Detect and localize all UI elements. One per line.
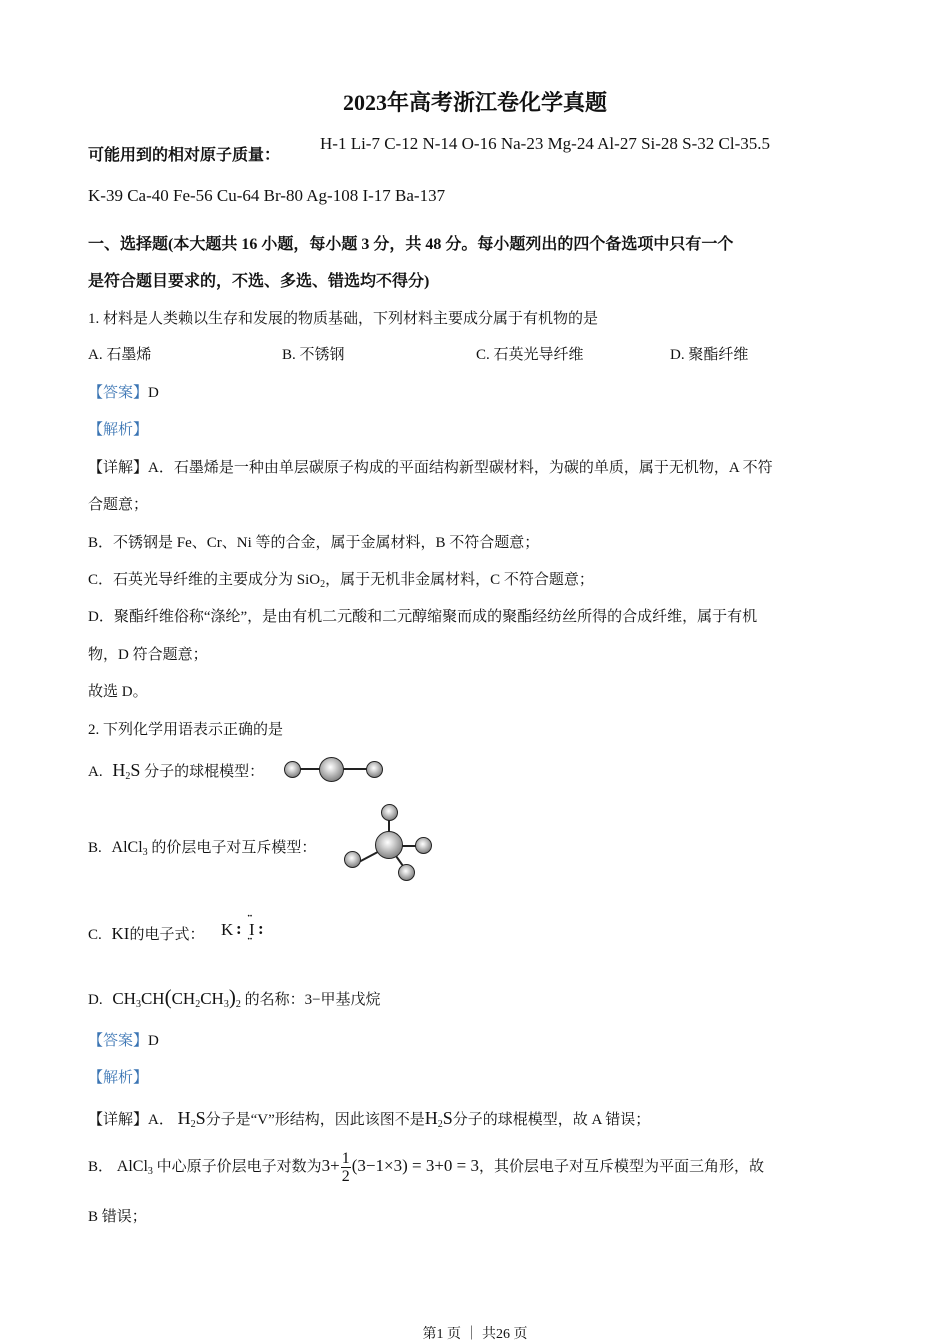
q1-option-a: A. 石墨烯 (88, 347, 152, 363)
answer-label: 【答案】 (88, 1033, 149, 1049)
q2-option-d (88, 985, 381, 1010)
answer-value: D (148, 385, 159, 401)
q1-detail-c (88, 568, 594, 590)
option-prefix: D. (88, 992, 103, 1008)
q1-detail-a-line1 (88, 456, 773, 477)
ki-formula: KI (111, 924, 130, 943)
q1-conclusion: 故选 D。 (88, 684, 148, 700)
detail-text: ，属于无机非金属材料，C 不符合题意； (325, 572, 594, 588)
q2-detail-a (88, 1108, 650, 1130)
atomic-mass-line2: K-39 Ca-40 Fe-56 Cu-64 Br-80 Ag-108 I-17 Ba-137 (88, 186, 446, 205)
h2s-formula: $H_2S$ (177, 1108, 206, 1130)
math-expr: (3−1×3) = 3+0 = 3 (351, 1155, 480, 1175)
q2-detail-b-line1 (88, 1150, 764, 1185)
section-heading-line1: 一、选择题(本大题共 16 小题，每小题 3 分，共 48 分。每小题列出的四个备选项中只有一个 (88, 236, 734, 253)
q2-option-c (88, 923, 204, 944)
fraction-one-half: $\frac{1}{2}$ (341, 1150, 350, 1185)
section-heading-line2: 是符合题目要求的，不选、多选、错选均不得分) (88, 273, 430, 290)
q1-option-c: C. 石英光导纤维 (476, 347, 584, 363)
q1-detail-a-line2: 合题意； (88, 497, 149, 513)
atomic-mass-label: 可能用到的相对原子质量： (88, 147, 281, 164)
q1-option-b: B. 不锈钢 (282, 347, 345, 363)
subscript: 2 (320, 579, 326, 590)
detail-prefix: B． (88, 1158, 114, 1175)
q1-option-d: D. 聚酯纤维 (670, 347, 749, 363)
q2-answer-row (88, 1029, 159, 1050)
option-text: 的名称：3−甲基戊烷 (244, 992, 381, 1008)
detail-text: 分子是“V”形结构，因此该图不是 (205, 1112, 425, 1128)
option-prefix: C. (88, 927, 102, 943)
page-footer: 第1 页 ｜ 共26 页 (422, 1327, 528, 1342)
document-title: 2023年高考浙江卷化学真题 (342, 90, 607, 115)
ch3ch-ch2ch3-2-formula: $CH_3CH(CH_2CH_3)_2$ (112, 985, 241, 1010)
detail-text: ，其价层电子对互斥模型为平面三角形，故 (479, 1158, 765, 1175)
q2-option-a (88, 760, 264, 782)
q1-detail-b: B．不锈钢是 Fe、Cr、Ni 等的合金，属于金属材料，B 不符合题意； (88, 535, 540, 551)
q2-option-b (88, 836, 316, 858)
option-text: 的电子式： (129, 927, 205, 943)
detail-text: 分子的球棍模型，故 A 错误； (452, 1112, 651, 1128)
detail-label: 【详解】 (88, 1112, 149, 1128)
detail-text: 中心原子价层电子对数为 (156, 1158, 322, 1175)
detail-label: 【详解】 (88, 460, 149, 476)
alcl3-formula: AlCl$_3$ (111, 839, 148, 858)
detail-text: A．石墨烯是一种由单层碳原子构成的平面结构新型碳材料，为碳的单质，属于无机物，A 不符 (148, 460, 773, 476)
q2-analysis-label: 【解析】 (88, 1070, 149, 1086)
h2s-formula: $H_2S$ (424, 1108, 453, 1130)
q2-detail-b-line2: B 错误； (88, 1209, 147, 1225)
detail-prefix: A． (148, 1112, 174, 1128)
h2s-formula: $H_2S$ (112, 760, 141, 782)
q1-detail-d-line2: 物，D 符合题意； (88, 647, 208, 663)
q1-answer-row (88, 381, 159, 402)
alcl3-formula: AlCl$_3$ (116, 1157, 153, 1177)
q2-stem: 2. 下列化学用语表示正确的是 (88, 722, 284, 738)
option-prefix: A. (88, 764, 103, 780)
answer-label: 【答案】 (88, 385, 149, 401)
atomic-mass-line1: H-1 Li-7 C-12 N-14 O-16 Na-23 Mg-24 Al-27 Si-28 S-32 Cl-35.5 (320, 134, 770, 153)
q1-stem: 1. 材料是人类赖以生存和发展的物质基础，下列材料主要成分属于有机物的是 (88, 311, 599, 327)
q1-detail-d-line1: D．聚酯纤维俗称“涤纶”，是由有机二元酸和二元醇缩聚而成的聚酯经纺丝所得的合成纤维，属于有机 (88, 609, 758, 625)
detail-text: C．石英光导纤维的主要成分为 SiO (88, 572, 321, 588)
math-expr: 3+ (321, 1155, 340, 1175)
answer-value: D (148, 1033, 159, 1049)
option-prefix: B. (88, 840, 102, 856)
option-text: 的价层电子对互斥模型： (151, 840, 317, 856)
option-text: 分子的球棍模型： (144, 764, 265, 780)
q1-analysis-label: 【解析】 (88, 422, 149, 438)
